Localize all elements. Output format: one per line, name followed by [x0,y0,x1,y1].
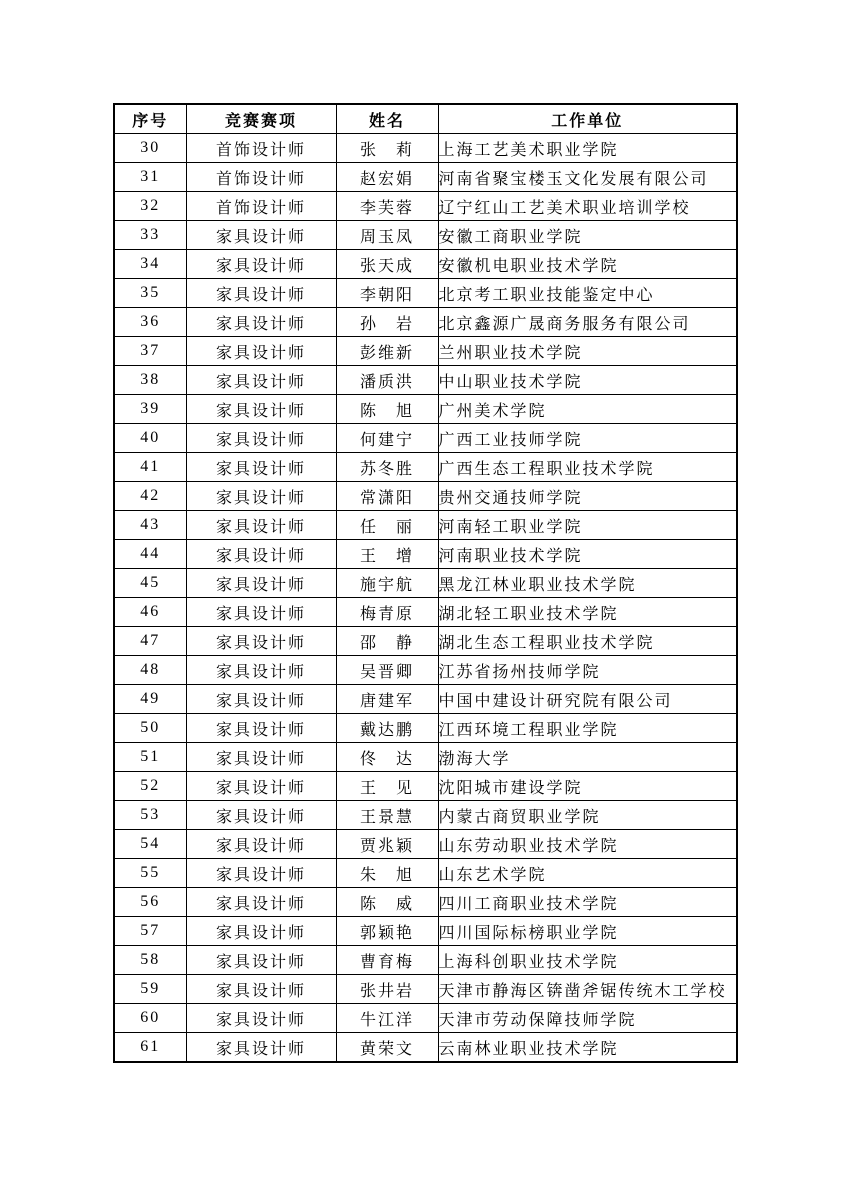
table-row [114,308,737,337]
cell-name: 王 见 [336,772,438,801]
table-row [114,540,737,569]
table-row [114,395,737,424]
cell-no: 35 [114,279,186,308]
table-row [114,366,737,395]
cell-no: 32 [114,192,186,221]
table-row [114,1004,737,1033]
cell-no: 54 [114,830,186,859]
cell-org: 辽宁红山工艺美术职业培训学校 [438,192,737,221]
cell-no: 48 [114,656,186,685]
cell-no: 57 [114,917,186,946]
table-row [114,830,737,859]
cell-event: 家具设计师 [186,395,336,424]
cell-event: 家具设计师 [186,917,336,946]
cell-name: 潘质洪 [336,366,438,395]
cell-event: 家具设计师 [186,946,336,975]
cell-org: 山东艺术学院 [438,859,737,888]
cell-event: 家具设计师 [186,888,336,917]
cell-name: 王景慧 [336,801,438,830]
cell-org: 江西环境工程职业学院 [438,714,737,743]
cell-org: 江苏省扬州技师学院 [438,656,737,685]
cell-name: 牛江洋 [336,1004,438,1033]
cell-no: 44 [114,540,186,569]
cell-no: 61 [114,1033,186,1063]
cell-no: 39 [114,395,186,424]
cell-name: 赵宏娟 [336,163,438,192]
cell-event: 家具设计师 [186,685,336,714]
cell-org: 天津市劳动保障技师学院 [438,1004,737,1033]
cell-org: 广西工业技师学院 [438,424,737,453]
table-row [114,1033,737,1063]
table-body [114,134,737,1063]
cell-name: 施宇航 [336,569,438,598]
cell-org: 内蒙古商贸职业学院 [438,801,737,830]
cell-name: 吴晋卿 [336,656,438,685]
cell-org: 上海科创职业技术学院 [438,946,737,975]
cell-name: 贾兆颖 [336,830,438,859]
table-row [114,279,737,308]
table-row [114,743,737,772]
cell-org: 黑龙江林业职业技术学院 [438,569,737,598]
table-row [114,801,737,830]
table-row [114,627,737,656]
table-row [114,569,737,598]
cell-no: 41 [114,453,186,482]
cell-event: 家具设计师 [186,772,336,801]
table-row [114,917,737,946]
table-row [114,685,737,714]
cell-event: 家具设计师 [186,221,336,250]
cell-org: 贵州交通技师学院 [438,482,737,511]
table-row [114,772,737,801]
cell-no: 60 [114,1004,186,1033]
table-row [114,511,737,540]
cell-event: 首饰设计师 [186,134,336,163]
cell-org: 北京考工职业技能鉴定中心 [438,279,737,308]
cell-name: 戴达鹏 [336,714,438,743]
cell-event: 家具设计师 [186,656,336,685]
header-cell-org: 工作单位 [438,104,737,134]
cell-name: 孙 岩 [336,308,438,337]
cell-event: 家具设计师 [186,511,336,540]
cell-org: 广州美术学院 [438,395,737,424]
cell-org: 渤海大学 [438,743,737,772]
cell-no: 42 [114,482,186,511]
cell-name: 任 丽 [336,511,438,540]
cell-name: 张天成 [336,250,438,279]
cell-no: 30 [114,134,186,163]
cell-event: 家具设计师 [186,627,336,656]
cell-no: 47 [114,627,186,656]
cell-no: 37 [114,337,186,366]
table-row [114,250,737,279]
cell-name: 佟 达 [336,743,438,772]
header-cell-event: 竞赛赛项 [186,104,336,134]
cell-name: 张 莉 [336,134,438,163]
cell-org: 云南林业职业技术学院 [438,1033,737,1063]
table-row [114,714,737,743]
cell-name: 何建宁 [336,424,438,453]
cell-no: 55 [114,859,186,888]
cell-name: 郭颖艳 [336,917,438,946]
cell-org: 安徽工商职业学院 [438,221,737,250]
cell-no: 45 [114,569,186,598]
cell-name: 朱 旭 [336,859,438,888]
cell-event: 家具设计师 [186,1004,336,1033]
cell-no: 49 [114,685,186,714]
cell-name: 彭维新 [336,337,438,366]
cell-event: 首饰设计师 [186,192,336,221]
cell-org: 四川工商职业技术学院 [438,888,737,917]
cell-no: 53 [114,801,186,830]
table-row [114,453,737,482]
cell-event: 家具设计师 [186,337,336,366]
table-row [114,975,737,1004]
cell-event: 家具设计师 [186,1033,336,1063]
cell-event: 家具设计师 [186,859,336,888]
cell-no: 36 [114,308,186,337]
table-row [114,888,737,917]
cell-event: 家具设计师 [186,975,336,1004]
cell-no: 51 [114,743,186,772]
cell-org: 安徽机电职业技术学院 [438,250,737,279]
table-row [114,424,737,453]
cell-no: 52 [114,772,186,801]
header-cell-name: 姓名 [336,104,438,134]
cell-name: 曹育梅 [336,946,438,975]
cell-org: 湖北生态工程职业技术学院 [438,627,737,656]
cell-no: 58 [114,946,186,975]
cell-name: 梅青原 [336,598,438,627]
cell-event: 家具设计师 [186,424,336,453]
cell-name: 陈 威 [336,888,438,917]
table-row [114,598,737,627]
table-row [114,192,737,221]
cell-org: 广西生态工程职业技术学院 [438,453,737,482]
cell-event: 家具设计师 [186,801,336,830]
cell-event: 家具设计师 [186,366,336,395]
cell-event: 家具设计师 [186,540,336,569]
cell-no: 33 [114,221,186,250]
cell-no: 46 [114,598,186,627]
cell-event: 家具设计师 [186,453,336,482]
cell-org: 河南省聚宝楼玉文化发展有限公司 [438,163,737,192]
cell-no: 34 [114,250,186,279]
table-row [114,482,737,511]
cell-name: 邵 静 [336,627,438,656]
table-row [114,337,737,366]
cell-name: 王 增 [336,540,438,569]
table-row [114,221,737,250]
cell-org: 山东劳动职业技术学院 [438,830,737,859]
cell-name: 李朝阳 [336,279,438,308]
cell-event: 家具设计师 [186,308,336,337]
table-row [114,859,737,888]
cell-event: 首饰设计师 [186,163,336,192]
cell-name: 黄荣文 [336,1033,438,1063]
cell-name: 周玉凤 [336,221,438,250]
cell-event: 家具设计师 [186,830,336,859]
header-cell-no: 序号 [114,104,186,134]
cell-event: 家具设计师 [186,743,336,772]
cell-event: 家具设计师 [186,598,336,627]
cell-org: 中山职业技术学院 [438,366,737,395]
cell-no: 40 [114,424,186,453]
table-row [114,656,737,685]
table-row [114,134,737,163]
results-table [113,103,738,1063]
cell-org: 河南职业技术学院 [438,540,737,569]
cell-org: 湖北轻工职业技术学院 [438,598,737,627]
cell-org: 四川国际标榜职业学院 [438,917,737,946]
cell-no: 38 [114,366,186,395]
table-header-row [114,104,737,134]
cell-org: 北京鑫源广晟商务服务有限公司 [438,308,737,337]
cell-event: 家具设计师 [186,482,336,511]
cell-no: 43 [114,511,186,540]
cell-name: 陈 旭 [336,395,438,424]
cell-no: 56 [114,888,186,917]
cell-org: 沈阳城市建设学院 [438,772,737,801]
cell-org: 兰州职业技术学院 [438,337,737,366]
cell-org: 天津市静海区锛凿斧锯传统木工学校 [438,975,737,1004]
cell-event: 家具设计师 [186,279,336,308]
cell-event: 家具设计师 [186,569,336,598]
cell-name: 张井岩 [336,975,438,1004]
cell-event: 家具设计师 [186,250,336,279]
cell-name: 苏冬胜 [336,453,438,482]
cell-no: 50 [114,714,186,743]
cell-name: 李芙蓉 [336,192,438,221]
cell-name: 唐建军 [336,685,438,714]
table-row [114,946,737,975]
table-row [114,163,737,192]
cell-org: 河南轻工职业学院 [438,511,737,540]
cell-org: 中国中建设计研究院有限公司 [438,685,737,714]
cell-event: 家具设计师 [186,714,336,743]
cell-no: 31 [114,163,186,192]
cell-name: 常潇阳 [336,482,438,511]
cell-no: 59 [114,975,186,1004]
cell-org: 上海工艺美术职业学院 [438,134,737,163]
